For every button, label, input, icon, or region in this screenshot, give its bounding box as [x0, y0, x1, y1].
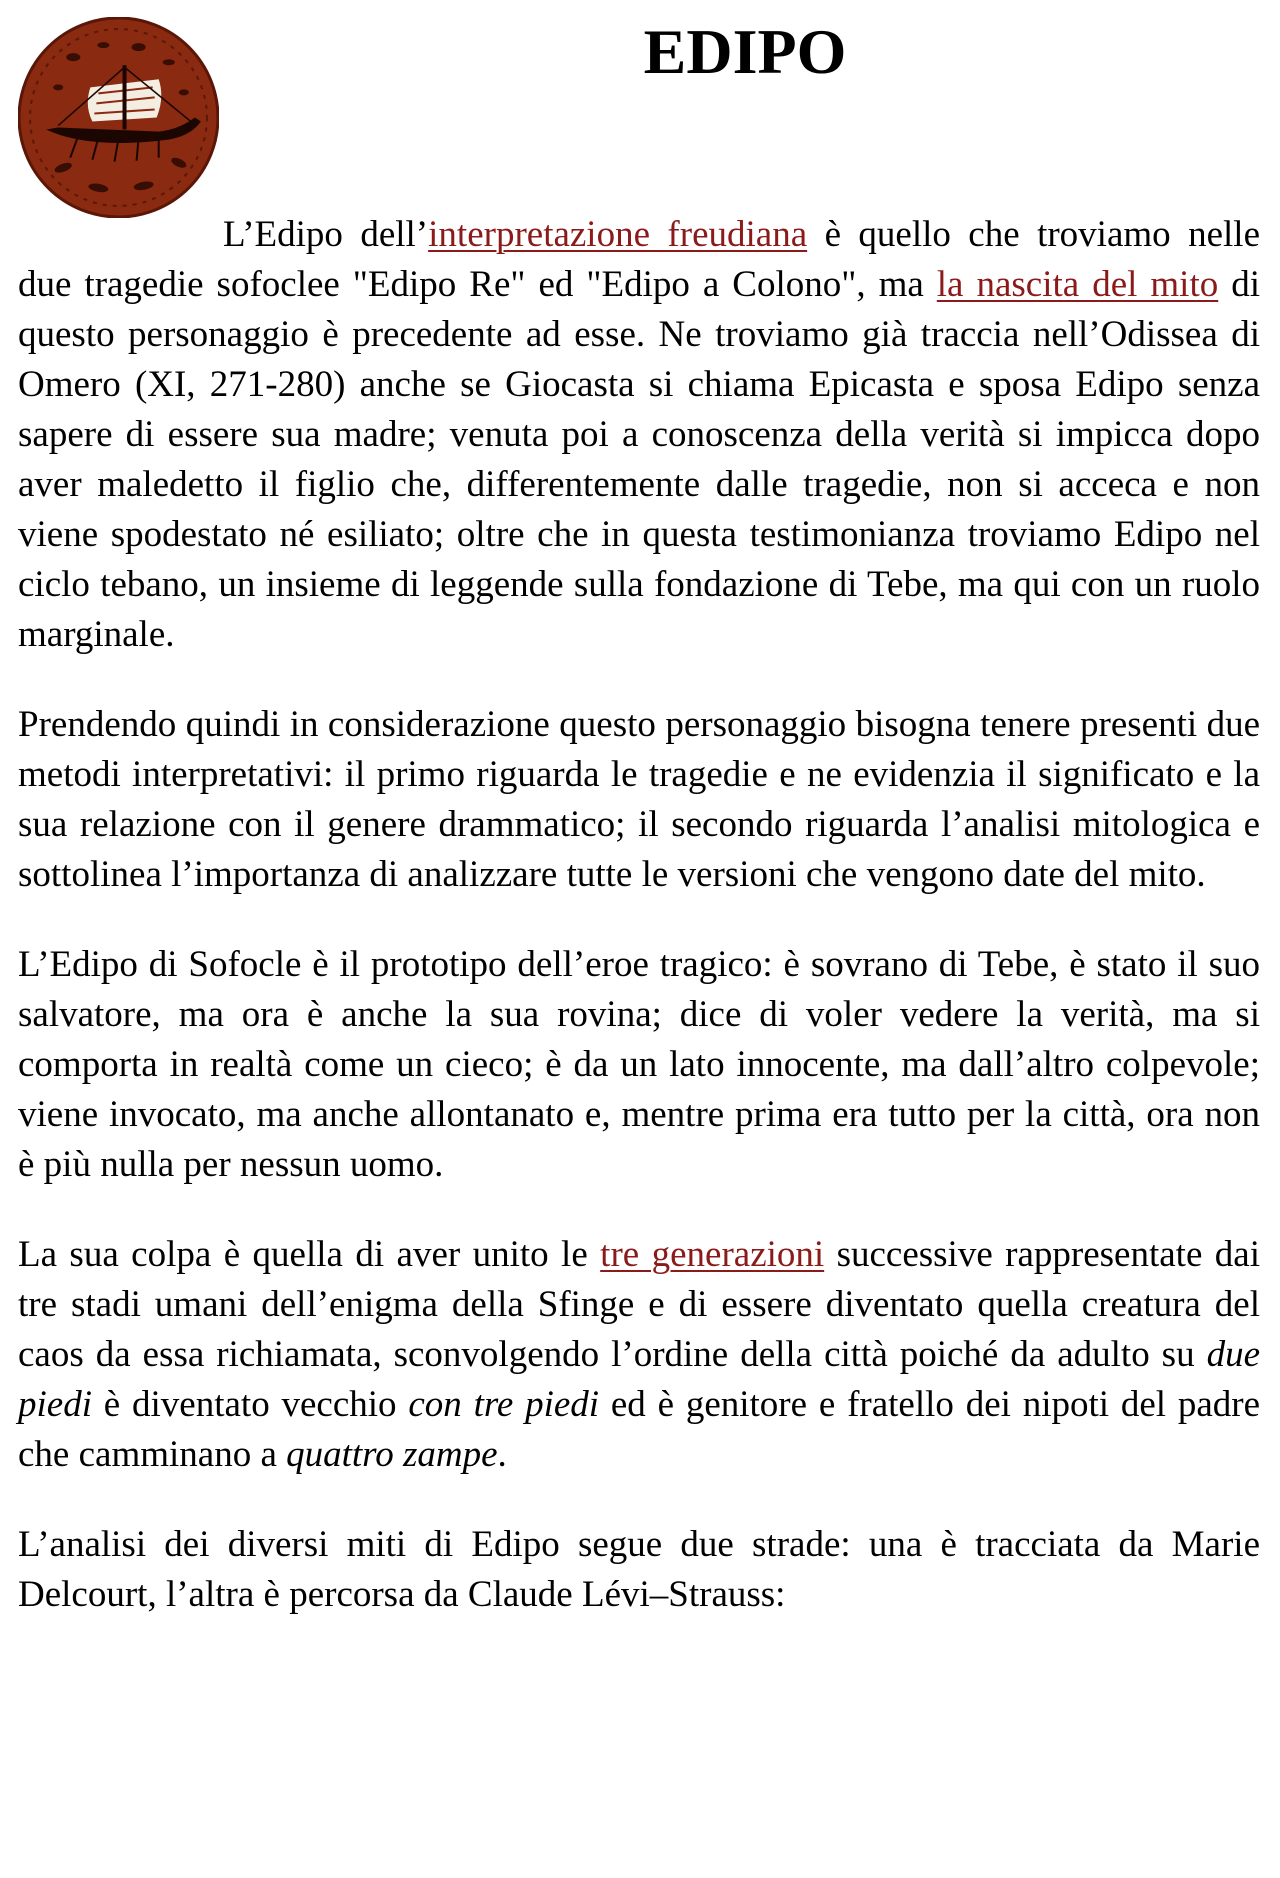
paragraph-1-text-c: di questo personaggio è precedente ad esse. Ne troviamo già traccia nell’Odissea di Omero (XI, 271-280) anche se Giocasta si chiama Epicasta e sposa Edipo senza sapere di essere sua madre; venuta poi a conoscenza della verità si impicca dopo aver maledetto il figlio che, differentemente dalle tragedie, non si acceca e non viene spodestato né esiliato; oltre che in questa testimonianza troviamo Edipo nel ciclo tebano, un insieme di leggende sulla fondazione di Tebe, ma qui con un ruolo marginale.: [18, 264, 1261, 655]
paragraph-4: [18, 1230, 1260, 1480]
emphasis-due-piedi: due piedi: [18, 1334, 1260, 1425]
paragraph-4-text-c: è diventato vecchio: [91, 1384, 409, 1425]
link-interpretazione-freudiana[interactable]: interpretazione freudiana: [428, 214, 808, 255]
paragraph-1-text-b: è quello che troviamo nelle due tragedie sofoclee "Edipo Re" ed "Edipo a Colono", ma: [18, 214, 1260, 305]
link-nascita-del-mito[interactable]: la nascita del mito: [936, 264, 1219, 305]
paragraph-5: L’analisi dei diversi miti di Edipo segue due strade: una è tracciata da Marie Delcourt, l’altra è percorsa da Claude Lévi–Strauss:: [18, 1524, 1260, 1615]
paragraph-3: L’Edipo di Sofocle è il prototipo dell’eroe tragico: è sovrano di Tebe, è stato il suo salvatore, ma ora è anche la sua rovina; dice di voler vedere la verità, ma si comporta in realtà come un cieco; è da un lato innocente, ma dall’altro colpevole; viene invocato, ma anche allontanato e, mentre prima era tutto per la città, ora non è più nulla per nessun uomo.: [18, 944, 1260, 1185]
emphasis-quattro-zampe: quattro zampe: [286, 1434, 498, 1475]
paragraph-2: Prendendo quindi in considerazione questo personaggio bisogna tenere presenti due metodi interpretativi: il primo riguarda le tragedie e ne evidenzia il significato e la sua relazione con il genere drammatico; il secondo riguarda l’analisi mitologica e sottolinea l’importanza di analizzare tutte le versioni che vengono date del mito.: [18, 704, 1260, 895]
paragraph-4-text-e: .: [497, 1434, 507, 1475]
paragraph-4-text-a: La sua colpa è quella di aver unito le: [18, 1234, 601, 1275]
page-title: EDIPO: [643, 16, 847, 87]
emphasis-con-tre-piedi: con tre piedi: [408, 1384, 600, 1425]
link-tre-generazioni[interactable]: tre generazioni: [600, 1234, 825, 1275]
paragraph-1: [18, 210, 1260, 660]
article-body: [18, 210, 1260, 1660]
paragraph-1-text-a: L’Edipo dell’: [223, 214, 429, 255]
paragraph-4-text-d: ed è genitore e fratello dei nipoti del padre che camminano a: [18, 1384, 1260, 1475]
paragraph-4-text-b: successive rappresentate dai tre stadi umani dell’enigma della Sfinge e di essere diventato quella creatura del caos da essa richiamata, sconvolgendo l’ordine della città poiché da adulto su: [18, 1234, 1260, 1375]
